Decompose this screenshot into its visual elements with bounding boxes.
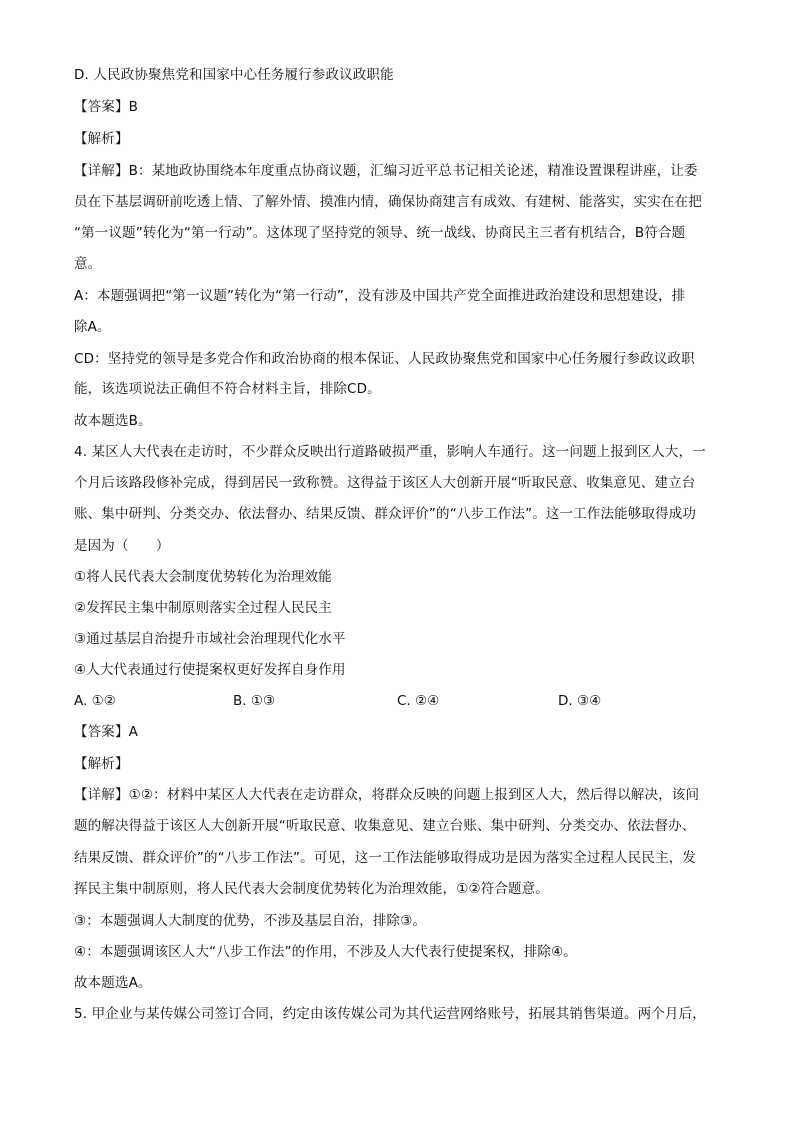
statement-item: ③通过基层自治提升市域社会治理现代化水平 bbox=[74, 631, 346, 647]
explanation-line: 结果反馈、群众评价”的“八步工作法”。可见，这一工作法能够取得成功是因为落实全过程人民民主，发 bbox=[74, 850, 697, 866]
choice-d: D. ③④ bbox=[558, 693, 602, 709]
choice-b: B. ①③ bbox=[233, 693, 276, 709]
question-stem-line: 4. 某区人大代表在走访时，不少群众反映出行道路破损严重，影响人车通行。这一问题上报到区人大，一 bbox=[74, 444, 706, 460]
statement-item: ④人大代表通过行使提案权更好发挥自身作用 bbox=[74, 662, 346, 678]
question-stem-line: 账、集中研判、分类交办、依法督办、结果反馈、群众评价”的“八步工作法”。这一工作法能够取得成功 bbox=[74, 506, 697, 522]
explanation-line: 【详解】B：某地政协围绕本年度重点协商议题，汇编习近平总书记相关论述，精准设置课程讲座，让委 bbox=[74, 163, 698, 179]
statement-item: ①将人民代表大会制度优势转化为治理效能 bbox=[74, 569, 332, 585]
explanation-line: ③：本题强调人大制度的优势，不涉及基层自治，排除③。 bbox=[74, 913, 427, 929]
explanation-line: 挥民主集中制原则，将人民代表大会制度优势转化为治理效能，①②符合题意。 bbox=[74, 881, 549, 897]
question-stem-line: 5. 甲企业与某传媒公司签订合同，约定由该传媒公司为其代运营网络账号，拓展其销售渠道。两个月后， bbox=[74, 1006, 706, 1022]
conclusion-line: 故本题选B。 bbox=[74, 413, 152, 429]
answer-label: 【答案】B bbox=[74, 99, 139, 115]
analysis-label: 【解析】 bbox=[74, 756, 129, 772]
question-stem-line: 个月后该路段修补完成，得到居民一致称赞。这得益于该区人大创新开展“听取民意、收集意见、建立台 bbox=[74, 475, 696, 491]
choice-a: A. ①② bbox=[74, 693, 116, 709]
explanation-line: A：本题强调把“第一议题”转化为“第一行动”，没有涉及中国共产党全面推进政治建设和思想建设，排 bbox=[74, 288, 686, 304]
explanation-line: 题的解决得益于该区人大创新开展“听取民意、收集意见、建立台账、集中研判、分类交办、依法督办、 bbox=[74, 818, 696, 834]
explanation-line: 能，该选项说法正确但不符合材料主旨，排除CD。 bbox=[74, 381, 381, 397]
choice-c: C. ②④ bbox=[397, 693, 440, 709]
analysis-label: 【解析】 bbox=[74, 131, 129, 147]
statement-item: ②发挥民主集中制原则落实全过程人民民主 bbox=[74, 600, 332, 616]
explanation-line: 除A。 bbox=[74, 319, 111, 335]
option-d-line: D. 人民政协聚焦党和国家中心任务履行参政议政职能 bbox=[74, 67, 394, 83]
explanation-line: 意。 bbox=[74, 256, 102, 272]
explanation-line: ④：本题强调该区人大“八步工作法”的作用，不涉及人大代表行使提案权，排除④。 bbox=[74, 944, 577, 960]
answer-label: 【答案】A bbox=[74, 724, 138, 740]
conclusion-line: 故本题选A。 bbox=[74, 975, 152, 991]
explanation-line: 员在下基层调研前吃透上情、了解外情、摸准内情，确保协商建言有成效、有建树、能落实，实实在在把 bbox=[74, 194, 702, 210]
explanation-line: CD：坚持党的领导是多党合作和政治协商的根本保证、人民政协聚焦党和国家中心任务履行参政议政职 bbox=[74, 351, 695, 367]
explanation-line: “第一议题”转化为“第一行动”。这体现了坚持党的领导、统一战线、协商民主三者有机结合，B符合题 bbox=[74, 225, 686, 241]
question-stem-line: 是因为（ ） bbox=[74, 538, 170, 554]
explanation-line: 【详解】①②：材料中某区人大代表在走访群众，将群众反映的问题上报到区人大，然后得以解决，该问 bbox=[74, 787, 700, 803]
